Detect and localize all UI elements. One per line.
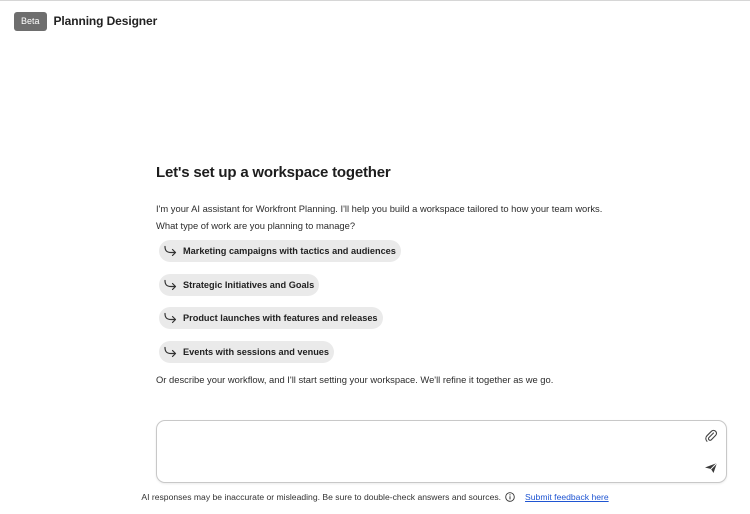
suggestion-label: Strategic Initiatives and Goals [183, 279, 315, 290]
suggestion-chip-strategic-initiatives[interactable] [159, 274, 319, 296]
send-icon[interactable] [704, 461, 718, 473]
suggestion-chip-marketing-campaigns[interactable] [159, 240, 401, 262]
suggestion-chip-events[interactable] [159, 341, 334, 363]
describe-hint: Or describe your workflow, and I'll start setting your workspace. We'll refine it together as we go. [156, 374, 554, 385]
arrow-turn-right-icon [163, 279, 177, 291]
onboarding-panel [156, 164, 731, 385]
suggestion-label: Product launches with features and releases [183, 313, 378, 323]
disclaimer-bar [0, 492, 750, 502]
intro-text [156, 200, 731, 234]
top-divider [0, 0, 750, 1]
intro-line: I'm your AI assistant for Workfront Planning. I'll help you build a workspace tailored to how your team works. [156, 203, 603, 214]
info-icon[interactable] [505, 492, 515, 502]
disclaimer-text: AI responses may be inaccurate or misleading. Be sure to double-check answers and sources. [141, 492, 502, 502]
prompt-composer [156, 420, 727, 483]
arrow-turn-right-icon [163, 312, 177, 324]
suggestion-list [159, 240, 731, 374]
beta-badge: Beta [14, 12, 47, 31]
app-header [14, 11, 157, 31]
prompt-input[interactable] [169, 431, 689, 473]
arrow-turn-right-icon [163, 346, 177, 358]
page-title: Let's set up a workspace together [156, 164, 391, 181]
intro-question: What type of work are you planning to manage? [156, 220, 356, 231]
suggestion-label: Marketing campaigns with tactics and audiences [183, 246, 396, 256]
arrow-turn-right-icon [163, 245, 177, 257]
submit-feedback-link[interactable]: Submit feedback here [525, 492, 609, 502]
app-title: Planning Designer [53, 14, 158, 28]
paperclip-icon[interactable] [704, 429, 718, 443]
suggestion-label: Events with sessions and venues [183, 346, 330, 357]
suggestion-chip-product-launches[interactable] [159, 307, 383, 329]
